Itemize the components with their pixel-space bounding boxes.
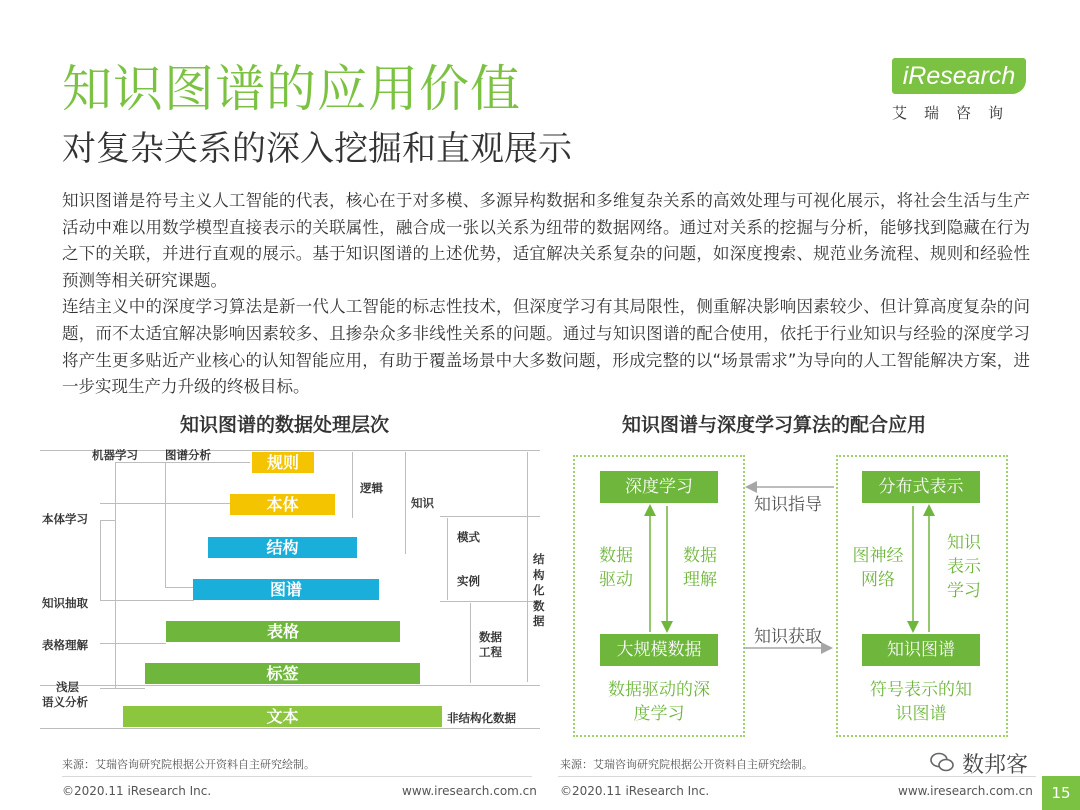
logo-wordmark: iResearch (892, 58, 1026, 94)
label-knowledge-extraction: 知识抽取 (42, 596, 88, 610)
bar-graph: 图谱 (193, 579, 379, 600)
bar-ontology: 本体 (230, 494, 335, 515)
watermark (930, 748, 1038, 778)
label-logic: 逻辑 (360, 481, 383, 495)
footer-url-left: www.iresearch.com.cn (402, 784, 537, 798)
footer-copyright-right: ©2020.11 iResearch Inc. (560, 784, 710, 798)
bar-structure: 结构 (208, 537, 357, 558)
label-shallow: 浅层 (56, 680, 79, 694)
label-semantic-analysis: 语义分析 (42, 695, 88, 709)
label-unstructured-data: 非结构化数据 (447, 711, 516, 725)
page-subtitle: 对复杂关系的深入挖掘和直观展示 (62, 129, 572, 169)
left-diagram-title: 知识图谱的数据处理层次 (180, 414, 390, 436)
bar-text: 文本 (123, 706, 442, 727)
footer-divider-left (62, 776, 532, 777)
label-knowledge-representation: 知识表示学习 (947, 533, 981, 601)
bar-table: 表格 (166, 621, 400, 642)
box-deep-learning: 深度学习 (600, 471, 718, 503)
footer-url-right: www.iresearch.com.cn (898, 784, 1033, 798)
label-table-understanding: 表格理解 (42, 638, 88, 652)
label-knowledge-guidance: 知识指导 (754, 495, 822, 515)
box-big-data: 大规模数据 (600, 634, 718, 666)
page-number: 15 (1042, 776, 1080, 810)
label-structured-data: 结构化数据 (533, 552, 545, 628)
label-knowledge: 知识 (411, 496, 434, 510)
label-pattern: 模式 (457, 530, 480, 544)
label-data-engineering: 数据工程 (479, 630, 502, 659)
logo-chinese: 艾瑞咨询 (892, 104, 1021, 122)
label-data-understanding: 数据理解 (683, 546, 717, 590)
bar-rules: 规则 (252, 452, 314, 473)
label-knowledge-acquisition: 知识获取 (754, 627, 822, 647)
label-graph-neural-network: 图神经网络 (852, 546, 904, 590)
paragraph-symbolism: 知识图谱是符号主义人工智能的代表，核心在于对多模、多源异构数据和多维复杂关系的高效处理与可视化展示，将社会生活与生产活动中难以用数学模型直接表示的关联属性，融合成一张以关系为纽带的数据网络。通过对关系的挖掘与分析，能够找到隐藏在行为之下的关联，并进行直观的展示。基于知识图谱的上述优势，适宜解决关系复杂的问题，如深度搜索、规范业务流程、规则和经验性预测等相关研究课题。 (62, 191, 1030, 290)
footer-copyright-left: ©2020.11 iResearch Inc. (62, 784, 212, 798)
left-source: 来源：艾瑞咨询研究院根据公开资料自主研究绘制。 (62, 758, 315, 771)
box-distributed-representation: 分布式表示 (862, 471, 980, 503)
caption-data-driven-dl: 数据驱动的深度学习 (608, 680, 710, 724)
paragraph-connectionism: 连结主义中的深度学习算法是新一代人工智能的标志性技术，但深度学习有其局限性，侧重解决影响因素较少、但计算高度复杂的问题，而不太适宜解决影响因素较多、且掺杂众多非线性关系的问题。通过与知识图谱的配合使用，依托于行业知识与经验的深度学习将产生更多贴近产业核心的认知智能应用，有助于覆盖场景中大多数问题，形成完整的以“场景需求”为导向的人工智能解决方案，进一步实现生产力升级的终极目标。 (62, 297, 1030, 397)
box-knowledge-graph: 知识图谱 (862, 634, 980, 666)
watermark-text: 数邦客 (962, 753, 1029, 778)
label-graph-analysis: 图谱分析 (165, 448, 211, 462)
page-title: 知识图谱的应用价值 (62, 60, 521, 118)
right-diagram-title: 知识图谱与深度学习算法的配合应用 (622, 414, 927, 436)
bar-tag: 标签 (145, 663, 420, 684)
right-source: 来源：艾瑞咨询研究院根据公开资料自主研究绘制。 (560, 758, 813, 771)
wechat-icon (930, 751, 954, 773)
label-ontology-learning: 本体学习 (42, 512, 88, 526)
label-machine-learning: 机器学习 (92, 448, 138, 462)
caption-symbolic-kg: 符号表示的知识图谱 (870, 680, 972, 724)
label-instance: 实例 (457, 574, 480, 588)
label-data-driven: 数据驱动 (599, 546, 633, 590)
